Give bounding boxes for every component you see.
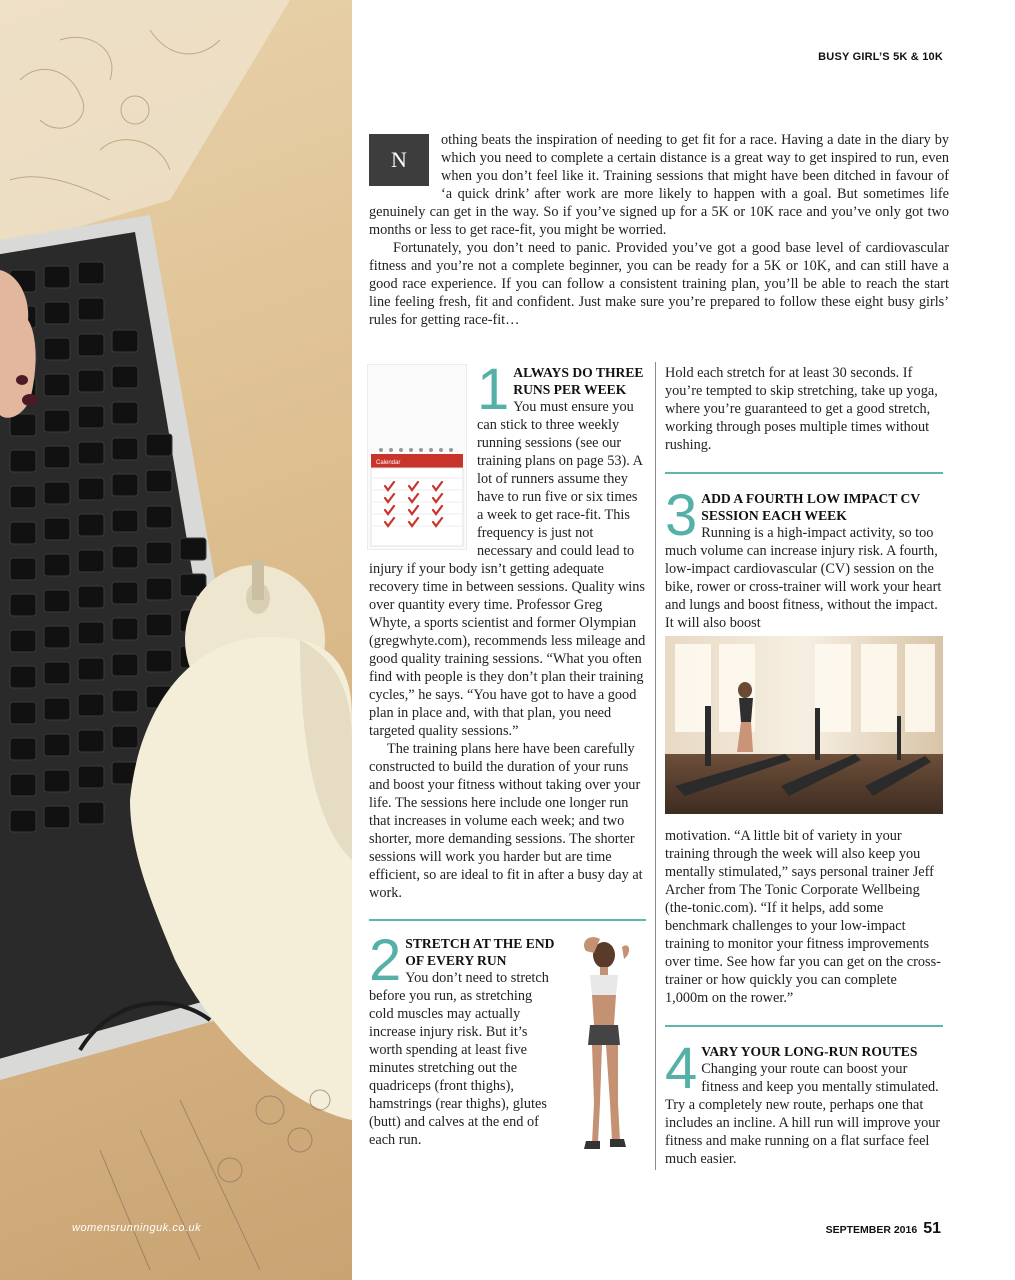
intro-paragraph-1: othing beats the inspiration of needing to get fit for a race. Having a date in the diary by which you need to complete a certain distance is a great way to get inspired to run, even when you don’t feel like it. Training sessions that might have been ditched in favour of ‘a quick drink’ after work are more likely to happen with a goal. But sometimes life genuinely can get in the way. So if you’ve signed up for a 5K or 10K race and you’ve only got two months or less to get race-fit, you might be worried.: [369, 132, 949, 238]
intro-paragraph-2: Fortunately, you don’t need to panic. Provided you’ve got a good base level of cardiovascular fitness and you’re not a complete beginner, you can be ready for a 5K or 10K, and can still have a good race experience. If you can follow a consistent training plan, you’ll be able to reach the start line feeling fresh, fit and confident. Just make sure you’re prepared to follow these eight busy girls’ rules for getting race-fit…: [369, 240, 949, 328]
treadmill-gym-image: [665, 636, 943, 814]
column-divider: [655, 362, 656, 1170]
section-rule: [369, 919, 646, 921]
page-number: 51: [923, 1220, 941, 1237]
rule-1-paragraph-1: You must ensure you can stick to three weekly running sessions (see our training plans on page 53). A lot of runners assume they have to run five or six times a week to get race-fit. This frequency is just not necessary and could lead to injury if your body isn’t getting adequate recovery time in between sessions. Quality wins over quantity every time. Professor Greg Whyte, a sports scientist and former Olympian (gregwhyte.com), recommends less mileage and good quality training sessions. “What you often find with people is they don’t plan their training cycles,” he says. “You have got to have a good plan in place and, with that plan, you need targeted quality sessions.”: [369, 399, 646, 739]
section-rule: [665, 1025, 943, 1027]
section-rule: [665, 472, 943, 474]
running-head: BUSY GIRL’S 5K & 10K: [818, 51, 943, 63]
stretching-woman-image: [560, 933, 650, 1159]
page-footer: [826, 1220, 941, 1238]
desk-photo: [0, 0, 352, 1280]
issue-date: SEPTEMBER 2016: [825, 1224, 918, 1236]
rule-2-paragraph-1: You don’t need to stretch before you run, as stretching cold muscles may actually increase injury risk. But it’s worth spending at least five minutes stretching out the quadriceps (front thighs), hamstrings (rear thighs), glutes (butt) and calves at the end of each run.: [369, 970, 549, 1148]
rule-2-number: 2: [369, 928, 402, 993]
rule-4-heading: VARY YOUR LONG-RUN ROUTES: [701, 1044, 918, 1059]
calendar-title: Calendar: [376, 460, 401, 466]
intro-text: [369, 131, 949, 329]
rule-2-paragraph-2: Hold each stretch for at least 30 seconds. If you’re tempted to skip stretching, take up yoga, where you’re guaranteed to get a good stretch, working through poses multiple times without rushing.: [665, 365, 938, 453]
rule-2-heading: STRETCH AT THE END OF EVERY RUN: [405, 936, 555, 968]
desk-scene-illustration: [0, 0, 352, 1280]
rule-1-heading: ALWAYS DO THREE RUNS PER WEEK: [513, 365, 644, 397]
drop-cap: N: [369, 134, 429, 186]
website-credit: womensrunninguk.co.uk: [72, 1222, 202, 1234]
column-right: [665, 364, 943, 1168]
rule-4-paragraph-1: Changing your route can boost your fitness and keep you mentally stimulated. Try a completely new route, perhaps one that includes an incline. A hill run will improve your fitness and make running on a flat surface feel much easier.: [665, 1061, 941, 1167]
rule-3-heading: ADD A FOURTH LOW IMPACT CV SESSION EACH WEEK: [701, 491, 920, 523]
column-left: [369, 357, 646, 1159]
rule-1-number: 1: [477, 357, 510, 422]
rule-4-number: 4: [665, 1036, 698, 1101]
rule-3-paragraph-2: motivation. “A little bit of variety in your training through the week will also keep you mentally stimulated,” says personal trainer Jeff Archer from The Tonic Corporate Wellbeing (the-tonic.com). “If it helps, add some benchmark challenges to your low-impact training to monitor your fitness improvements over time. See how far you can get on the cross-trainer or how quickly you can complete 1,000m on the rower.”: [665, 828, 941, 1006]
calendar-illustration: [367, 364, 467, 550]
rule-3-paragraph-1: Running is a high-impact activity, so too much volume can increase injury risk. A fourth, low-impact cardiovascular (CV) session on the bike, rower or cross-trainer will work your heart and lungs and boost fitness, without the impact. It will also boost: [665, 525, 942, 631]
rule-3-number: 3: [665, 483, 698, 548]
calendar-image: [367, 364, 467, 550]
rule-1-paragraph-2: The training plans here have been carefully constructed to build the duration of your runs and boost your fitness without taking over your life. The sessions here include one longer run that increases in volume each week; and two shorter, more demanding sessions. The shorter sessions will work you harder but are time efficient, so are ideal to fit in after a busy day at work.: [369, 741, 643, 901]
